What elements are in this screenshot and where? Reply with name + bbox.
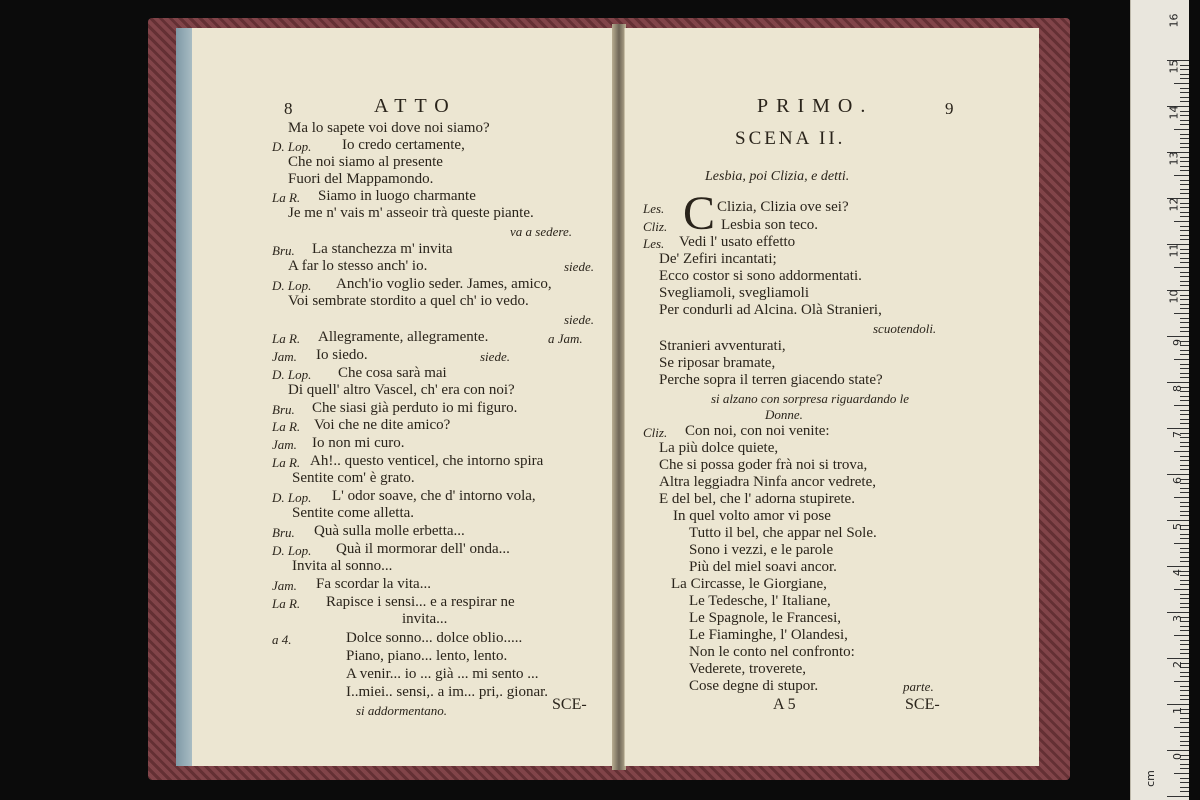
speaker: La R. [272,190,301,205]
ruler-tick [1174,359,1189,360]
ruler-tick [1180,350,1189,351]
ruler-label: 4 [1171,569,1184,576]
ruler-tick [1180,161,1189,162]
line: I..miei.. sensi,. a im... pri,. gionar. [346,684,549,700]
line: Se riposar bramate, [659,355,776,371]
ruler-tick [1174,773,1189,774]
ruler-tick [1180,690,1189,691]
line: Le Spagnole, le Francesi, [689,610,842,626]
ruler-tick [1180,506,1189,507]
ruler-tick [1174,405,1189,406]
ruler-tick [1180,515,1189,516]
ruler-tick [1180,373,1189,374]
ruler-tick [1180,364,1189,365]
ruler-tick [1180,649,1189,650]
ruler-tick [1180,741,1189,742]
speaker: Bru. [272,402,295,417]
ruler-tick [1180,322,1189,323]
line: Sentite come alletta. [292,505,415,521]
speaker: La R. [272,455,301,470]
ruler-tick [1180,745,1189,746]
ruler-tick [1180,193,1189,194]
ruler-tick [1180,262,1189,263]
ruler-tick [1180,782,1189,783]
ruler-label: 13 [1167,151,1181,166]
ruler-tick [1174,635,1189,636]
line: Ma lo sapete voi dove noi siamo? [288,120,490,136]
stage-direction: parte. [903,679,934,694]
ruler-tick [1180,354,1189,355]
ruler-tick [1180,511,1189,512]
ruler-tick [1167,566,1189,567]
ruler-tick [1180,787,1189,788]
signature-mark: A 5 [773,696,796,713]
line: Che noi siamo al presente [288,154,443,170]
ruler-tick [1180,736,1189,737]
ruler-tick [1180,456,1189,457]
left-running-head: ATTO [374,95,457,117]
ruler-label: 1 [1171,707,1184,714]
ruler-label: 11 [1167,243,1181,258]
ruler-label: 16 [1167,13,1181,28]
ruler-tick [1180,65,1189,66]
ruler-tick [1180,630,1189,631]
speaker: Jam. [272,578,297,593]
line: Sono i vezzi, e le parole [689,542,834,558]
ruler-tick [1180,101,1189,102]
ruler-tick [1180,308,1189,309]
ruler-tick [1180,88,1189,89]
ruler-tick [1180,272,1189,273]
ruler-tick [1167,704,1189,705]
ruler-tick [1180,695,1189,696]
line: Sentite com' è grato. [292,470,415,486]
ruler-label: 7 [1171,431,1184,438]
ruler-tick [1167,750,1189,751]
line: Dolce sonno... dolce oblio..... [346,630,523,646]
ruler-tick [1180,203,1189,204]
line: La Circasse, le Giorgiane, [671,576,827,592]
ruler-tick [1180,134,1189,135]
ruler-tick [1180,410,1189,411]
ruler-tick [1180,653,1189,654]
ruler-tick [1180,92,1189,93]
ruler-tick [1180,124,1189,125]
ruler-tick [1174,129,1189,130]
speaker: D. Lop. [272,367,312,382]
ruler-tick [1180,285,1189,286]
ruler-tick [1180,253,1189,254]
ruler-tick [1180,276,1189,277]
line: Io siedo. [316,347,368,363]
stage-direction: siede. [480,349,510,364]
ruler-tick [1180,552,1189,553]
ruler-tick [1180,557,1189,558]
ruler-label: 12 [1167,197,1181,212]
drop-capital: C [683,187,716,240]
ruler-tick [1180,722,1189,723]
ruler-tick [1167,336,1189,337]
ruler-label: 14 [1167,105,1181,120]
line: Non le conto nel confronto: [689,644,855,660]
ruler-tick [1180,791,1189,792]
line: Più del miel soavi ancor. [689,559,837,575]
speaker: D. Lop. [272,543,312,558]
line: Lesbia son teco. [721,217,819,233]
ruler-tick [1180,189,1189,190]
line: Vederete, troverete, [689,661,807,677]
ruler-tick [1174,267,1189,268]
line: Rapisce i sensi... e a respirar ne [326,594,515,610]
ruler-tick [1180,120,1189,121]
ruler-tick [1180,331,1189,332]
ruler-tick [1180,396,1189,397]
ruler-tick [1180,327,1189,328]
speaker: Jam. [272,437,297,452]
ruler-tick [1180,239,1189,240]
line: In quel volto amor vi pose [673,508,831,524]
line: La stanchezza m' invita [312,241,453,257]
line: Anch'io voglio seder. James, amico, [336,276,552,292]
ruler-tick [1180,69,1189,70]
ruler-tick [1180,764,1189,765]
line: Cose degne di stupor. [689,678,819,694]
ruler-tick [1180,732,1189,733]
line: Quà sulla molle erbetta... [314,523,465,539]
speaker: La R. [272,331,301,346]
ruler-tick [1180,249,1189,250]
ruler-tick [1180,686,1189,687]
ruler-tick [1167,658,1189,659]
right-page [624,28,1039,766]
ruler-tick [1180,718,1189,719]
ruler-tick [1167,382,1189,383]
ruler-tick [1180,147,1189,148]
ruler-tick [1180,180,1189,181]
measurement-ruler [1130,0,1189,800]
ruler-tick [1180,414,1189,415]
line: Quà il mormorar dell' onda... [336,541,510,557]
ruler-tick [1167,520,1189,521]
ruler-label: 8 [1171,385,1184,392]
line: Svegliamoli, svegliamoli [659,285,809,301]
ruler-tick [1174,221,1189,222]
ruler-tick [1167,428,1189,429]
ruler-tick [1180,446,1189,447]
ruler-tick [1180,304,1189,305]
ruler-tick [1180,258,1189,259]
line: Allegramente, allegramente. [318,329,489,345]
speaker: Bru. [272,243,295,258]
line: Clizia, Clizia ove sei? [717,199,849,215]
stage-direction: va a sedere. [510,224,572,239]
speaker: D. Lop. [272,278,312,293]
ruler-label: 10 [1167,289,1181,304]
ruler-tick [1180,626,1189,627]
ruler-tick [1180,538,1189,539]
ruler-label: 15 [1167,59,1181,74]
ruler-tick [1180,676,1189,677]
line: De' Zefiri incantati; [659,251,777,267]
ruler-tick [1180,594,1189,595]
ruler-tick [1180,442,1189,443]
line: Siamo in luogo charmante [318,188,476,204]
ruler-tick [1180,423,1189,424]
ruler-tick [1180,419,1189,420]
stage-direction: a Jam. [548,331,583,346]
ruler-tick [1174,451,1189,452]
ruler-tick [1180,768,1189,769]
right-page-number: 9 [945,99,954,118]
line: Ecco costor si sono addormentati. [659,268,862,284]
ruler-label: 2 [1171,661,1184,668]
ruler-tick [1180,184,1189,185]
scene-cast: Lesbia, poi Clizia, e detti. [705,169,850,184]
ruler-tick [1167,796,1189,797]
line: Fuori del Mappamondo. [288,171,434,187]
ruler-tick [1180,534,1189,535]
ruler-tick [1180,699,1189,700]
ruler-tick [1180,143,1189,144]
ruler-tick [1180,281,1189,282]
line: La più dolce quiete, [659,440,779,456]
stage-direction: Donne. [765,407,803,422]
ruler-tick [1180,778,1189,779]
ruler-tick [1180,488,1189,489]
book-edge [176,28,192,766]
ruler-tick [1180,465,1189,466]
speaker: Cliz. [643,425,668,440]
line: Fa scordar la vita... [316,576,431,592]
ruler-tick [1180,644,1189,645]
line: Perche sopra il terren giacendo state? [659,372,883,388]
stage-direction: siede. [564,259,594,274]
line: E del bel, che l' adorna stupirete. [659,491,855,507]
ruler-tick [1174,497,1189,498]
ruler-tick [1180,97,1189,98]
ruler-tick [1180,111,1189,112]
speaker: Les. [643,236,665,251]
line: Le Fiaminghe, l' Olandesi, [689,627,848,643]
speaker: La R. [272,419,301,434]
ruler-tick [1174,543,1189,544]
right-catchword: SCE- [905,696,940,713]
ruler-label: 0 [1171,753,1184,760]
line: Voi sembrate stordito a quel ch' io vedo. [288,293,529,309]
ruler-tick [1180,607,1189,608]
ruler-tick [1180,580,1189,581]
line: Invita al sonno... [292,558,393,574]
line: Stranieri avventurati, [659,338,786,354]
ruler-tick [1180,584,1189,585]
speaker: La R. [272,596,301,611]
ruler-label: 5 [1171,523,1184,530]
ruler-tick [1180,295,1189,296]
right-running-head: PRIMO. [757,95,874,117]
ruler-tick [1180,299,1189,300]
line: Che siasi già perduto io mi figuro. [312,400,518,416]
line: Voi che ne dite amico? [314,417,451,433]
speaker: Jam. [272,349,297,364]
speaker: Les. [643,201,665,216]
ruler-tick [1180,598,1189,599]
speaker: Cliz. [643,219,668,234]
ruler-tick [1180,138,1189,139]
ruler-tick [1180,561,1189,562]
line: Le Tedesche, l' Italiane, [689,593,831,609]
ruler-tick [1174,83,1189,84]
ruler-tick [1174,175,1189,176]
ruler-tick [1174,313,1189,314]
ruler-tick [1180,157,1189,158]
ruler-tick [1167,612,1189,613]
ruler-tick [1174,681,1189,682]
line: Che cosa sarà mai [338,365,447,381]
line: Per condurli ad Alcina. Olà Stranieri, [659,302,882,318]
ruler-label: 3 [1171,615,1184,622]
ruler-tick [1180,318,1189,319]
line: Tutto il bel, che appar nel Sole. [689,525,877,541]
speaker: D. Lop. [272,139,312,154]
line: L' odor soave, che d' intorno vola, [332,488,536,504]
speaker: D. Lop. [272,490,312,505]
ruler-tick [1180,640,1189,641]
left-page-number: 8 [284,99,293,118]
speaker: Bru. [272,525,295,540]
scene-title: SCENA II. [735,128,846,149]
line: Piano, piano... lento, lento. [346,648,508,664]
ruler-tick [1180,115,1189,116]
ruler-tick [1180,226,1189,227]
ruler-tick [1180,170,1189,171]
ruler-tick [1180,469,1189,470]
line: Ah!.. questo venticel, che intorno spira [310,453,544,469]
ruler-tick [1180,78,1189,79]
ruler-tick [1180,207,1189,208]
ruler-tick [1180,212,1189,213]
stage-direction: si alzano con sorpresa riguardando le [711,391,910,406]
ruler-tick [1180,492,1189,493]
ruler-tick [1180,603,1189,604]
line: Vedi l' usato effetto [679,234,796,250]
stage-direction: si addormentano. [356,703,447,718]
line: Je me n' vais m' asseoir trà queste piante. [288,205,534,221]
ruler-tick [1167,474,1189,475]
ruler-tick [1174,727,1189,728]
ruler-tick [1180,230,1189,231]
ruler-tick [1180,235,1189,236]
left-catchword: SCE- [552,696,587,713]
ruler-tick [1180,460,1189,461]
line: A venir... io ... già ... mi sento ... [346,666,539,682]
ruler-tick [1180,216,1189,217]
stage-direction: siede. [564,312,594,327]
ruler-tick [1180,672,1189,673]
ruler-label: 6 [1171,477,1184,484]
ruler-tick [1180,502,1189,503]
ruler-tick [1180,166,1189,167]
line: Con noi, con noi venite: [685,423,830,439]
line: A far lo stesso anch' io. [288,258,428,274]
ruler-unit: cm [1144,770,1158,787]
line: Altra leggiadra Ninfa ancor vedrete, [659,474,876,490]
line: Che si possa goder frà noi si trova, [659,457,868,473]
line: invita... [402,611,448,627]
speaker: a 4. [272,632,292,647]
left-page [192,28,615,766]
ruler-label: 9 [1171,339,1184,346]
line: Di quell' altro Vascel, ch' era con noi? [288,382,515,398]
ruler-tick [1174,589,1189,590]
line: Io credo certamente, [342,137,465,153]
ruler-tick [1180,368,1189,369]
line: Io non mi curo. [312,435,405,451]
ruler-tick [1180,400,1189,401]
ruler-tick [1180,377,1189,378]
stage-direction: scuotendoli. [873,321,937,336]
ruler-tick [1180,74,1189,75]
ruler-tick [1180,548,1189,549]
